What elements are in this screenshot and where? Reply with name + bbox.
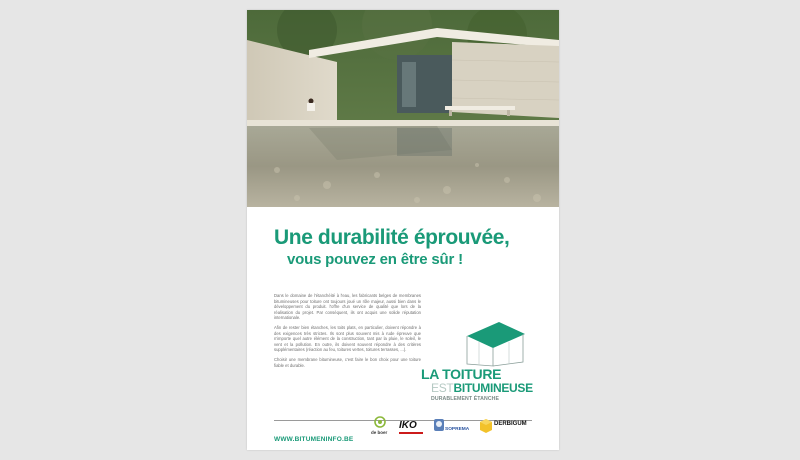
soprema-label: SOPREMA xyxy=(445,427,470,432)
soprema-logo xyxy=(433,418,473,438)
brand-title: LA TOITURE xyxy=(421,366,502,382)
soprema-emblem-icon xyxy=(433,418,445,432)
body-paragraph: Dans le domaine de l'étanchéité à l'eau, les fabricants belges de membranes bitumineuses pour toiture ont toujours joué un rôle majeur, aussi bien dans le développement du produit. l'offre d'un service de qualité que lors de la réalisation du projet. Par conséquent, ils ont acquis une solide réputation internationale. xyxy=(274,293,421,321)
poster-page xyxy=(247,10,559,450)
headline-line1: Une durabilité éprouvée, xyxy=(274,226,510,249)
derbigum-cube-icon xyxy=(479,418,493,434)
brand-subtitle-est: EST xyxy=(431,381,454,395)
de-boer-label: de boer xyxy=(371,430,388,435)
de-boer-logo xyxy=(365,416,395,438)
body-text xyxy=(274,293,421,372)
brand-tagline: DURABLEMENT ÉTANCHE xyxy=(431,396,500,402)
body-paragraph: Choisir une membrane bitumineuse, c'est faire le bon choix pour une toiture fiable et durable. xyxy=(274,356,421,368)
brand-subtitle xyxy=(431,381,533,395)
website-link[interactable]: WWW.BITUMENINFO.BE xyxy=(274,436,354,443)
headline xyxy=(274,226,544,270)
body-paragraph: Afin de rester bien étanches, les toits plats, en particulier, doivent répondre à des exigences très strictes. Ils sont plus souvent mis à rude épreuve que n'importe quel autre élément de la construction, tant par la pluie, le soleil, le vent et la pollution. En outre, ils doivent souvent répondre à des critères supplémentaires (réaction au feu, toitures vertes, toitures terrasses, ...). xyxy=(274,324,421,353)
derbigum-label: DERBIGUM xyxy=(494,421,527,427)
pavilion-photo xyxy=(247,10,559,207)
house-roof-icon xyxy=(459,322,529,368)
headline-line2: vous pouvez en être sûr ! xyxy=(287,251,463,268)
iko-underline xyxy=(399,432,423,434)
spiral-icon xyxy=(373,416,387,428)
iko-logo xyxy=(399,420,429,436)
derbigum-logo xyxy=(479,416,535,438)
brand-logo xyxy=(419,322,539,406)
brand-subtitle-bitumineuse: BITUMINEUSE xyxy=(453,381,533,395)
iko-label: IKO xyxy=(399,420,417,431)
